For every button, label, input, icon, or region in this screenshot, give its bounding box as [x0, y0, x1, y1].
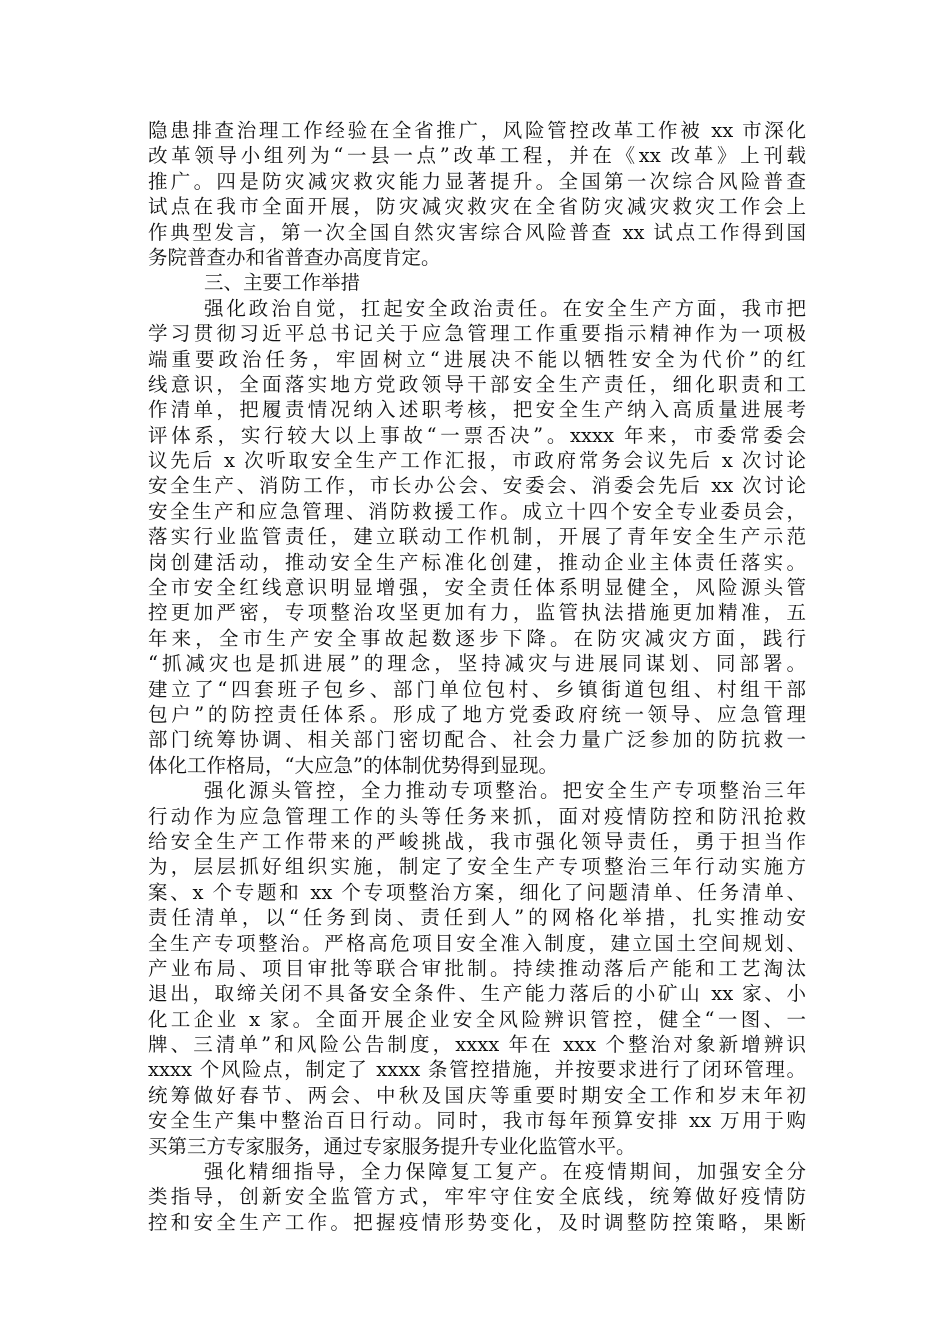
- text-line: 推广。四是防灾减灾救灾能力显著提升。全国第一次综合风险普查: [148, 169, 806, 193]
- text-line: 端重要政治任务，牢固树立“进展决不能以牺牲安全为代价”的红: [148, 347, 806, 371]
- text-line: 责任清单，以“任务到岗、责任到人”的网格化举措，扎实推动安: [148, 906, 806, 930]
- text-line: 化工企业 x 家。全面开展企业安全风险辨识管控，健全“一图、一: [148, 1007, 806, 1031]
- text-line: 学习贯彻习近平总书记关于应急管理工作重要指示精神作为一项极: [148, 322, 806, 346]
- text-line: 包户”的防控责任体系。形成了地方党委政府统一领导、应急管理: [148, 702, 806, 726]
- text-line: 建立了“四套班子包乡、部门单位包村、乡镇街道包组、村组干部: [148, 677, 806, 701]
- text-line: 部门统筹协调、相关部门密切配合、社会力量广泛参加的防抗救一: [148, 728, 806, 752]
- text-line: 作典型发言，第一次全国自然灾害综合风险普查 xx 试点工作得到国: [148, 220, 806, 244]
- text-line: 安全生产和应急管理、消防救援工作。成立十四个安全专业委员会，: [148, 499, 806, 523]
- heading-text: 三、主要工作举措: [204, 271, 361, 295]
- text-line: 年来，全市生产安全事故起数逐步下降。在防灾减灾方面，践行: [148, 626, 806, 650]
- text-line: 议先后 x 次听取安全生产工作汇报，市政府常务会议先后 x 次讨论: [148, 449, 806, 473]
- text-line: “抓减灾也是抓进展”的理念，坚持减灾与进展同谋划、同部署。: [148, 652, 806, 676]
- section-heading: [148, 270, 806, 295]
- text-line: 全市安全红线意识明显增强，安全责任体系明显健全，风险源头管: [148, 576, 806, 600]
- text-line: 给安全生产工作带来的严峻挑战，我市强化领导责任，勇于担当作: [148, 829, 806, 853]
- text-line: 隐患排查治理工作经验在全省推广，风险管控改革工作被 xx 市深化: [148, 119, 806, 142]
- text-line: 岗创建活动，推动安全生产标准化创建，推动企业主体责任落实。: [148, 550, 806, 574]
- paragraph: [148, 296, 806, 778]
- text-line: 为，层层抓好组织实施，制定了安全生产专项整治三年行动实施方: [148, 855, 806, 879]
- text-line: 控更加严密，专项整治攻坚更加有力，监管执法措施更加精准，五: [148, 601, 806, 625]
- text-line: xxxx 个风险点，制定了 xxxx 条管控措施，并按要求进行了闭环管理。: [148, 1058, 806, 1082]
- text-line: 评体系，实行较大以上事故“一票否决”。xxxx 年来，市委常委会: [148, 423, 806, 447]
- text-line: 强化政治自觉，扛起安全政治责任。在安全生产方面，我市把: [204, 296, 806, 320]
- text-line: 牌、三清单”和风险公告制度，xxxx 年在 xxx 个整治对象新增辨识: [148, 1033, 806, 1057]
- paragraph: [148, 1159, 806, 1235]
- text-line: 线意识，全面落实地方党政领导干部安全生产责任，细化职责和工: [148, 372, 806, 396]
- text-line: 改革领导小组列为“一县一点”改革工程，并在《xx 改革》上刊载: [148, 144, 806, 168]
- text-line: 强化源头管控，全力推动专项整治。把安全生产专项整治三年: [204, 779, 806, 803]
- text-line: 买第三方专家服务，通过专家服务提升专业化监管水平。: [148, 1134, 636, 1158]
- document-page: [148, 118, 806, 1235]
- text-line: 行动作为应急管理工作的头等任务来抓，面对疫情防控和防汛抢救: [148, 804, 806, 828]
- text-line: 控和安全生产工作。把握疫情形势变化，及时调整防控策略，果断: [148, 1210, 806, 1234]
- text-line: 落实行业监管责任，建立联动工作机制，开展了青年安全生产示范: [148, 525, 806, 549]
- text-line: 安全生产、消防工作，市长办公会、安委会、消委会先后 xx 次讨论: [148, 474, 806, 498]
- text-line: 体化工作格局，“大应急”的体制优势得到显现。: [148, 753, 558, 777]
- paragraph: [148, 778, 806, 1159]
- text-line: 产业布局、项目审批等联合审批制。持续推动落后产能和工艺淘汰: [148, 956, 806, 980]
- text-line: 作清单，把履责情况纳入述职考核，把安全生产纳入高质量进展考: [148, 398, 806, 422]
- text-line: 类指导，创新安全监管方式，牢牢守住安全底线，统筹做好疫情防: [148, 1185, 806, 1209]
- text-line: 试点在我市全面开展，防灾减灾救灾在全省防灾减灾救灾工作会上: [148, 195, 806, 219]
- text-line: 案、x 个专题和 xx 个专项整治方案，细化了问题清单、任务清单、: [148, 880, 806, 904]
- text-line: 强化精细指导，全力保障复工复产。在疫情期间，加强安全分: [204, 1160, 806, 1184]
- text-line: 退出，取缔关闭不具备安全条件、生产能力落后的小矿山 xx 家、小: [148, 982, 806, 1006]
- text-line: 统筹做好春节、两会、中秋及国庆等重要时期安全工作和岁末年初: [148, 1083, 806, 1107]
- paragraph: [148, 118, 806, 270]
- text-line: 全生产专项整治。严格高危项目安全准入制度，建立国土空间规划、: [148, 931, 806, 955]
- text-line: 务院普查办和省普查办高度肯定。: [148, 245, 441, 269]
- text-line: 安全生产集中整治百日行动。同时，我市每年预算安排 xx 万用于购: [148, 1109, 806, 1133]
